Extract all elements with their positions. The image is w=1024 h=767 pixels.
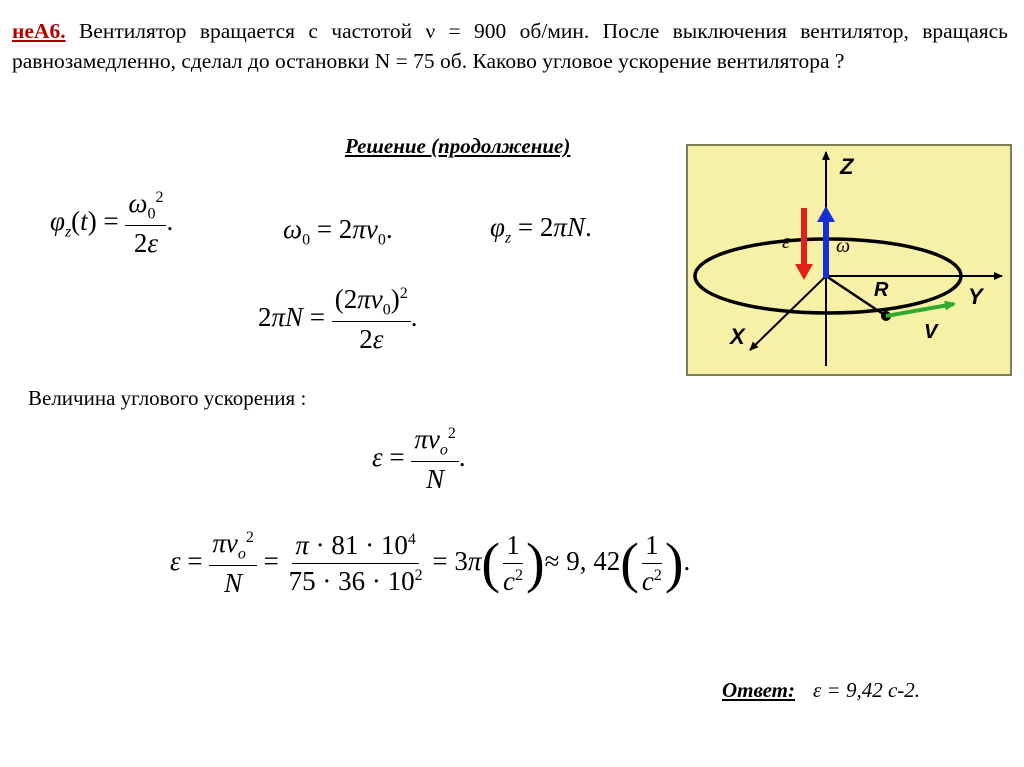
formula-phi-t: $\varphi_z(t)$ = $\frac{\omega_0^2}{2\varepsilon}$ . <box>50 188 174 259</box>
problem-statement <box>12 16 1008 76</box>
solution-title: Решение (продолжение) <box>345 134 571 158</box>
radius-label: R <box>874 279 889 301</box>
z-axis-label: Z <box>840 154 854 179</box>
formula-omega0: $\omega_0 = 2\pi\nu_0$. <box>283 214 393 249</box>
omega-label: ω <box>836 235 851 257</box>
problem-tag: неА6. <box>12 19 66 43</box>
formula-calculation: ε = $\frac{\pi\nu_o^2}{N}$ = $\frac{\pi \cdot 81 \cdot 10^4}{75 \cdot 36 \cdot 10^2}$ = 3π( $\frac{1}{c^2}$ )≈ 9, 42( $\frac{1}{c^2}$ ). <box>170 528 691 599</box>
x-axis-label: X <box>730 324 745 349</box>
answer-value: ε = 9,42 с-2. <box>813 678 921 702</box>
epsilon-label: ε <box>782 231 790 253</box>
y-axis-label: Y <box>968 284 983 309</box>
problem-text: Вентилятор вращается с частотой ν = 900 об/мин. После выключения вентилятор, вращаясь равнозамедленно, сделал до остановки N = 75 об. Каково угловое ускорение вентилятора ? <box>12 19 1008 73</box>
omega-vector <box>823 220 829 278</box>
formula-two-pi-n: 2πN = $\frac{(2\pi\nu_0)^2}{2\varepsilon}$ . <box>258 284 418 355</box>
velocity-label: V <box>924 321 938 343</box>
formula-epsilon: ε = $\frac{\pi\nu_o^2}{N}$ . <box>372 424 466 495</box>
rotation-diagram <box>686 144 1012 376</box>
epsilon-vector <box>801 208 807 266</box>
magnitude-label: Величина углового ускорения : <box>28 386 307 410</box>
answer-label: Ответ: <box>722 678 795 702</box>
answer <box>722 678 920 703</box>
formula-phi-z: $\varphi_z = 2\pi N$. <box>490 212 592 247</box>
